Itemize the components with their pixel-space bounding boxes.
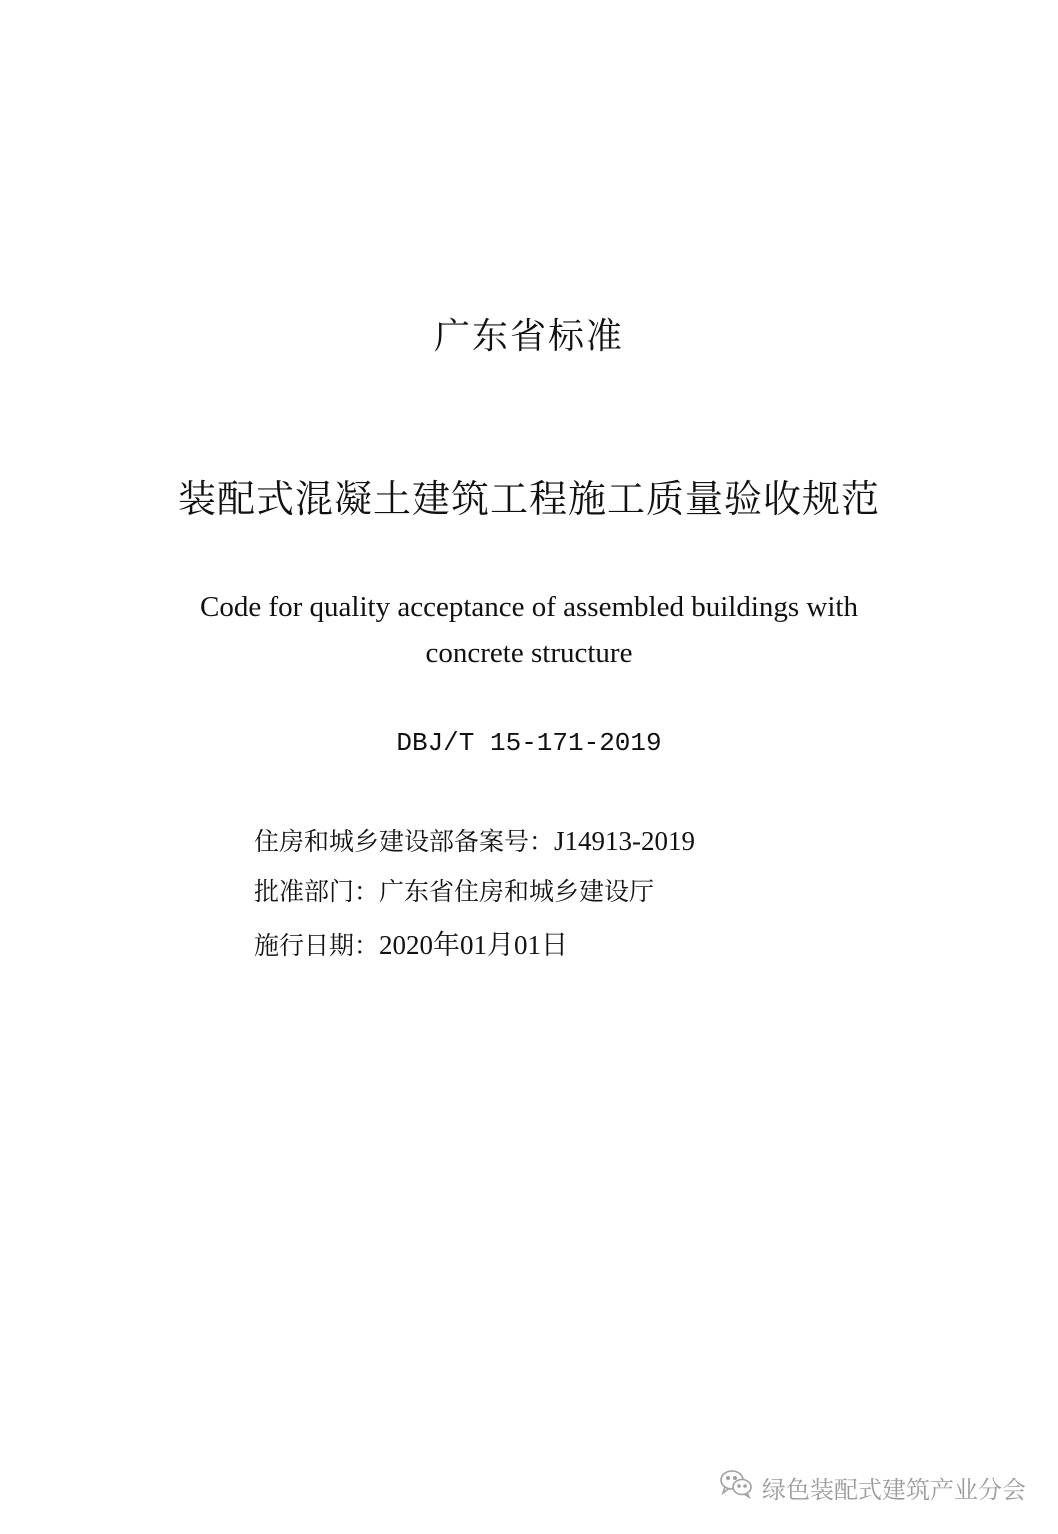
approval-department-label: 批准部门：: [254, 877, 380, 906]
effective-date-value: 2020年01月01日: [379, 930, 569, 960]
english-title-line-2: concrete structure: [425, 637, 633, 669]
effective-date-label: 施行日期：: [254, 931, 380, 960]
approval-department-value: 广东省住房和城乡建设厅: [379, 877, 655, 906]
standard-code: DBJ/T 15-171-2019: [396, 728, 662, 758]
english-title-line-1: Code for quality acceptance of assembled buildings with: [200, 591, 858, 623]
document-title-chinese: 装配式混凝土建筑工程施工质量验收规范: [177, 477, 880, 521]
wechat-icon: [718, 1468, 754, 1506]
effective-date-row: [254, 923, 568, 962]
record-number-label: 住房和城乡建设部备案号：: [254, 827, 555, 856]
document-title-english: [0, 584, 1058, 676]
record-number-row: [254, 822, 695, 858]
record-number-value: J14913-2019: [554, 826, 696, 856]
approval-department-row: [254, 872, 654, 908]
standard-type: 广东省标准: [433, 316, 624, 357]
watermark: [718, 1468, 1026, 1506]
watermark-text: 绿色装配式建筑产业分会: [762, 1475, 1026, 1504]
